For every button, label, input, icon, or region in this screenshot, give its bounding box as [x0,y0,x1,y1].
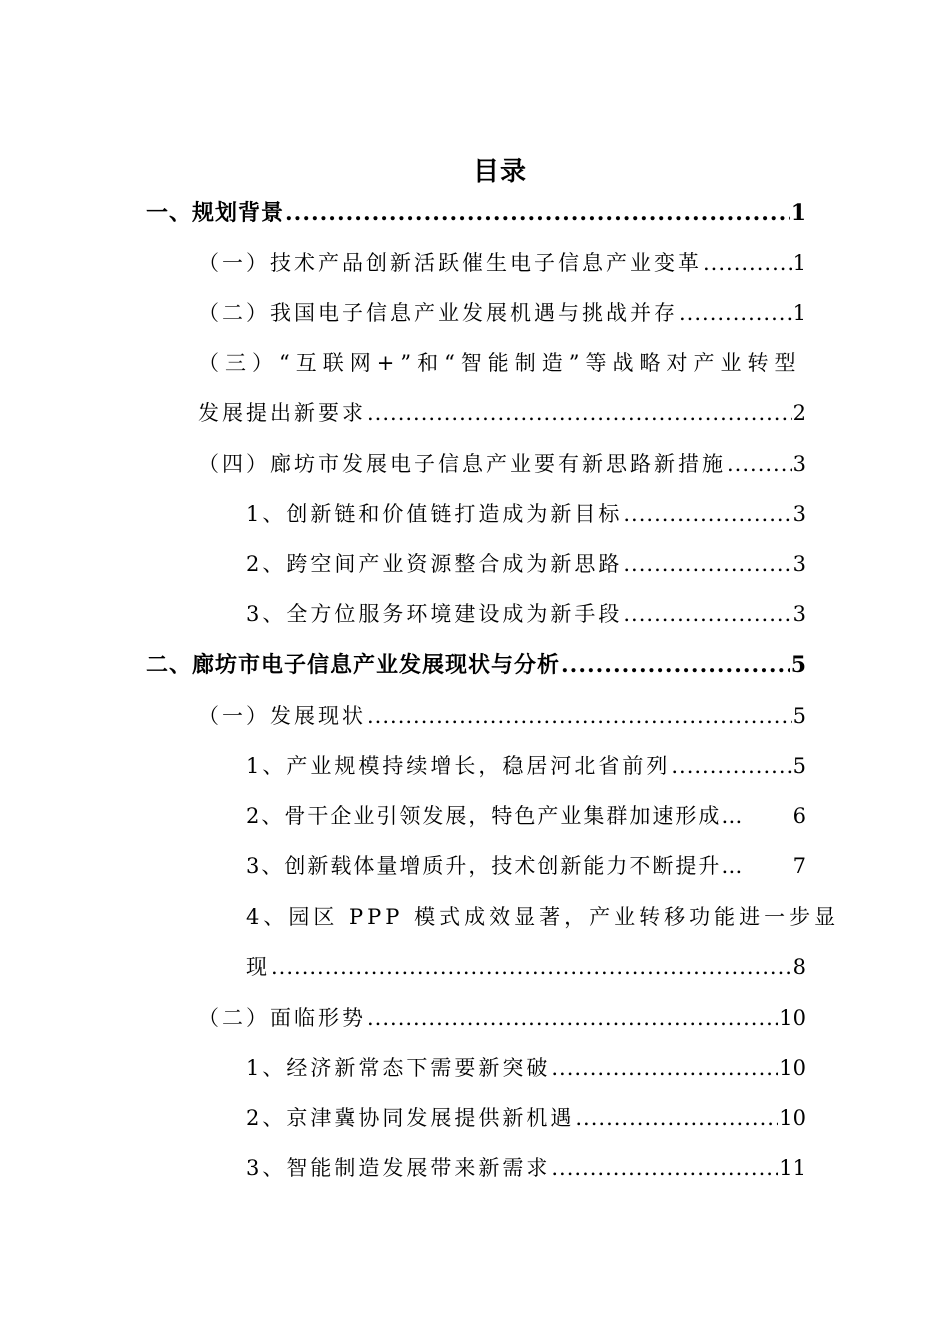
toc-entry[interactable] [198,998,806,1038]
toc-entry-text: 一、规划背景 [146,200,285,226]
toc-page-number: 10 [779,1106,806,1130]
toc-leader-dots [703,243,792,283]
toc-entry[interactable] [198,393,806,433]
toc-entry-text: （一）技术产品创新活跃催生电子信息产业变革 [198,251,702,275]
toc-entry-text: 2、跨空间产业资源整合成为新思路 [246,552,623,576]
toc-entry[interactable] [198,243,806,283]
toc-entry-text: （四）廊坊市发展电子信息产业要有新思路新措施 [198,452,726,476]
toc-entry[interactable] [246,1098,806,1138]
toc-entry-text: 3、全方位服务环境建设成为新手段 [246,602,623,626]
toc-entry-text: 1、经济新常态下需要新突破 [246,1056,551,1080]
toc-entry-text: 2、京津冀协同发展提供新机遇 [246,1106,575,1130]
toc-page-number: 3 [792,502,806,526]
toc-entry-text: （二）面临形势 [198,1006,366,1030]
toc-page-number: 8 [792,955,806,979]
toc-leader-dots [575,1098,778,1138]
toc-leader-dots [623,544,791,584]
toc-page-number: 3 [792,552,806,576]
toc-page-number: 1 [792,251,806,275]
toc-page-number: 7 [792,854,806,878]
toc-entry-text: 2、骨干企业引领发展，特色产业集群加速形成… [246,804,745,828]
toc-page-number: 11 [779,1156,806,1180]
toc-entry[interactable] [246,594,806,634]
toc-leader-dots [561,645,790,685]
toc-leader-dots [679,293,792,333]
toc-leader-dots [271,947,792,987]
toc-entry-line1[interactable] [198,343,806,383]
toc-entry[interactable] [246,544,806,584]
toc-entry-text: （一）发展现状 [198,704,366,728]
toc-leader-dots [623,594,791,634]
toc-entry[interactable] [198,293,806,333]
toc-entry-text: 1、创新链和价值链打造成为新目标 [246,502,623,526]
toc-leader-dots [623,494,791,534]
toc-entry[interactable] [246,494,806,534]
toc-entry-line1[interactable] [246,897,840,937]
toc-page-number: 5 [792,704,806,728]
toc-entry[interactable] [246,846,806,886]
toc-leader-dots [551,1148,778,1188]
toc-entry[interactable] [246,947,806,987]
toc-entry-text: 1、产业规模持续增长，稳居河北省前列 [246,754,671,778]
toc-entry[interactable] [146,193,806,233]
toc-page-number: 5 [790,652,806,678]
toc-page-number: 10 [779,1006,806,1030]
toc-leader-dots [367,393,792,433]
toc-leader-dots [671,746,791,786]
toc-entry[interactable] [198,444,806,484]
toc-page-number: 6 [792,804,806,828]
toc-page-number: 10 [779,1056,806,1080]
toc-entry-text: 发展提出新要求 [198,401,366,425]
toc-entry-text: （三）“互联网+”和“智能制造”等战略对产业转型 [198,351,802,375]
toc-page-number: 3 [792,602,806,626]
toc-leader-dots [367,696,792,736]
toc-leader-dots [367,998,778,1038]
toc-entry-text: 4、园区 PPP 模式成效显著，产业转移功能进一步显 [246,905,840,929]
toc-leader-dots [551,1048,778,1088]
toc-entry-text: 3、创新载体量增质升，技术创新能力不断提升… [246,854,745,878]
toc-page-number: 5 [792,754,806,778]
toc-entry[interactable] [246,1148,806,1188]
toc-entry-text: 二、廊坊市电子信息产业发展现状与分析 [146,652,561,678]
toc-entry-text: 3、智能制造发展带来新需求 [246,1156,551,1180]
toc-leader-dots [727,444,792,484]
toc-entry[interactable] [246,746,806,786]
toc-entry[interactable] [246,1048,806,1088]
toc-page-number: 2 [792,401,806,425]
toc-entry[interactable] [246,796,806,836]
toc-title: 目录 [472,157,527,187]
toc-entry[interactable] [198,696,806,736]
toc-entry-text: （二）我国电子信息产业发展机遇与挑战并存 [198,301,678,325]
toc-leader-dots [285,193,790,233]
toc-page-number: 3 [792,452,806,476]
toc-entry[interactable] [146,645,806,685]
toc-page-number: 1 [790,200,806,226]
toc-entry-text: 现 [246,955,270,979]
toc-page-number: 1 [792,301,806,325]
